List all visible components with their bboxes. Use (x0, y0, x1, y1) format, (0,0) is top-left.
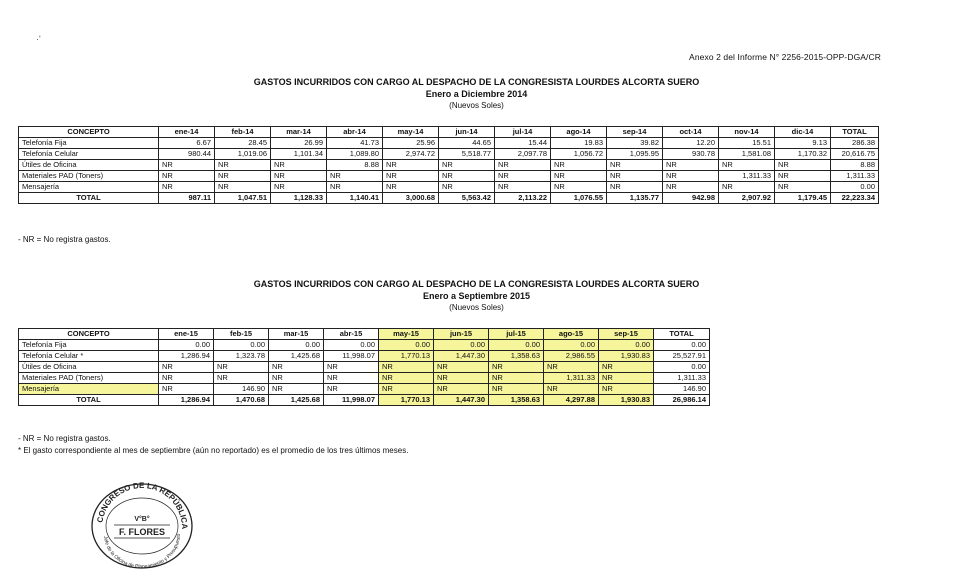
column-header-dic-14: dic-14 (775, 127, 831, 138)
table-cell: 22,223.34 (831, 193, 879, 204)
expenses-table-2015 (18, 328, 710, 406)
table-cell: 25.96 (383, 138, 439, 149)
table1-period: Enero a Diciembre 2014 (425, 89, 528, 99)
table-cell: NR (215, 171, 271, 182)
table-cell: 1,770.13 (379, 351, 434, 362)
table-cell: NR (599, 384, 654, 395)
table-cell: 6.67 (159, 138, 215, 149)
table-cell: NR (383, 171, 439, 182)
table-cell: NR (663, 171, 719, 182)
table-cell: NR (719, 182, 775, 193)
table-cell: 44.65 (439, 138, 495, 149)
table-cell: 980.44 (159, 149, 215, 160)
table-cell: 1,447.30 (434, 351, 489, 362)
table-cell: NR (439, 182, 495, 193)
table-header-row (19, 329, 710, 340)
table-cell: NR (324, 384, 379, 395)
column-header-concepto: CONCEPTO (19, 329, 159, 340)
column-header-jul-15: jul-15 (489, 329, 544, 340)
column-header-ene-15: ene-15 (159, 329, 214, 340)
table-row-mensajeria (19, 182, 879, 193)
table-cell: NR (383, 182, 439, 193)
table2-title: GASTOS INCURRIDOS CON CARGO AL DESPACHO DE LA CONGRESISTA LOURDES ALCORTA SUERO (253, 279, 700, 289)
row-concept: TOTAL (19, 193, 159, 204)
table-cell: 1,447.30 (434, 395, 489, 406)
row-concept: Telefonía Fija (19, 138, 159, 149)
table-cell: NR (269, 384, 324, 395)
table-cell: NR (271, 171, 327, 182)
table-row-total (19, 395, 710, 406)
table-cell: NR (324, 362, 379, 373)
column-header-ene-14: ene-14 (159, 127, 215, 138)
column-header-jun-15: jun-15 (434, 329, 489, 340)
table-row-utiles-de-oficina (19, 160, 879, 171)
table-cell: 1,056.72 (551, 149, 607, 160)
table-cell: 1,286.94 (159, 395, 214, 406)
table-row-telefonia-celular (19, 149, 879, 160)
table-cell: NR (159, 384, 214, 395)
table-cell: 1,425.68 (269, 351, 324, 362)
table-cell: 0.00 (434, 340, 489, 351)
row-concept: Telefonía Fija (19, 340, 159, 351)
table-cell: 2,974.72 (383, 149, 439, 160)
table-cell: 15.51 (719, 138, 775, 149)
table-cell: NR (599, 362, 654, 373)
row-concept: TOTAL (19, 395, 159, 406)
table-cell: NR (327, 182, 383, 193)
table-cell: NR (434, 362, 489, 373)
table-cell: 1,930.83 (599, 351, 654, 362)
table-cell: NR (379, 362, 434, 373)
table1-currency: (Nuevos Soles) (449, 101, 504, 110)
table-cell: NR (607, 160, 663, 171)
table-row-materiales-pad-toners (19, 373, 710, 384)
table-cell: 2,986.55 (544, 351, 599, 362)
row-concept: Mensajería (19, 384, 159, 395)
column-header-mar-14: mar-14 (271, 127, 327, 138)
official-seal-icon (88, 478, 196, 570)
table-cell: NR (214, 362, 269, 373)
table-cell: NR (215, 160, 271, 171)
svg-text:Jefe de la Oficina de Planeami (102, 533, 182, 570)
table-cell: NR (495, 160, 551, 171)
table-row-total (19, 193, 879, 204)
column-header-total: TOTAL (831, 127, 879, 138)
table-cell: 0.00 (599, 340, 654, 351)
table-cell: 1,311.33 (831, 171, 879, 182)
table-cell: 1,019.06 (215, 149, 271, 160)
table-row-mensajeria (19, 384, 710, 395)
table-cell: 286.38 (831, 138, 879, 149)
table-cell: NR (215, 182, 271, 193)
table-cell: 1,128.33 (271, 193, 327, 204)
table-cell: 1,170.32 (775, 149, 831, 160)
table-cell: NR (379, 384, 434, 395)
column-header-feb-14: feb-14 (215, 127, 271, 138)
table-cell: NR (489, 384, 544, 395)
table-cell: 8.88 (831, 160, 879, 171)
table-cell: NR (719, 160, 775, 171)
row-concept: Telefonía Celular (19, 149, 159, 160)
table-cell: 1,323.78 (214, 351, 269, 362)
table-cell: 39.82 (607, 138, 663, 149)
table-cell: NR (489, 362, 544, 373)
table-cell: 1,095.95 (607, 149, 663, 160)
table-cell: NR (439, 160, 495, 171)
table-cell: NR (544, 362, 599, 373)
table-cell: 2,097.78 (495, 149, 551, 160)
table-header-row (19, 127, 879, 138)
table-cell: 1,311.33 (719, 171, 775, 182)
column-header-sep-14: sep-14 (607, 127, 663, 138)
table-cell: 11,998.07 (324, 351, 379, 362)
table-cell: 0.00 (324, 340, 379, 351)
table-cell: NR (379, 373, 434, 384)
column-header-may-15: may-15 (379, 329, 434, 340)
table-cell: NR (775, 171, 831, 182)
table-cell: 1,047.51 (215, 193, 271, 204)
table1-note: - NR = No registra gastos. (18, 235, 111, 244)
table-cell: NR (489, 373, 544, 384)
table-cell: 41.73 (327, 138, 383, 149)
table2-note-nr: - NR = No registra gastos. (18, 434, 111, 443)
table-cell: 0.00 (489, 340, 544, 351)
table-cell: 1,770.13 (379, 395, 434, 406)
table-cell: NR (439, 171, 495, 182)
row-concept: Materiales PAD (Toners) (19, 171, 159, 182)
column-header-jun-14: jun-14 (439, 127, 495, 138)
table-cell: 1,311.33 (544, 373, 599, 384)
table-cell: NR (159, 171, 215, 182)
table-row-telefonia-fija (19, 138, 879, 149)
column-header-abr-15: abr-15 (324, 329, 379, 340)
table-cell: 1,311.33 (654, 373, 710, 384)
table-cell: NR (599, 373, 654, 384)
table-cell: NR (159, 182, 215, 193)
seal-vb: V°B° (134, 516, 150, 523)
table-cell: 1,135.77 (607, 193, 663, 204)
table-cell: NR (663, 182, 719, 193)
table-cell: 4,297.88 (544, 395, 599, 406)
table-cell: NR (775, 160, 831, 171)
table-cell: 0.00 (269, 340, 324, 351)
table-cell: NR (495, 171, 551, 182)
table-cell: 1,581.08 (719, 149, 775, 160)
table-cell: NR (327, 171, 383, 182)
table-cell: 1,358.63 (489, 351, 544, 362)
row-concept: Útiles de Oficina (19, 160, 159, 171)
scan-mark: ·' (36, 34, 41, 44)
column-header-concepto: CONCEPTO (19, 127, 159, 138)
table-row-telefonia-celular (19, 351, 710, 362)
table-cell: NR (607, 182, 663, 193)
seal-arc-text: CONGRESO DE LA REPÚBLICA (95, 480, 190, 530)
table-cell: 15.44 (495, 138, 551, 149)
table-cell: 25,527.91 (654, 351, 710, 362)
table-cell: NR (383, 160, 439, 171)
table-cell: 19.83 (551, 138, 607, 149)
table-cell: 1,470.68 (214, 395, 269, 406)
column-header-oct-14: oct-14 (663, 127, 719, 138)
annex-reference: Anexo 2 del Informe N° 2256-2015-OPP-DGA/CR (689, 52, 881, 62)
table-cell: 5,518.77 (439, 149, 495, 160)
table-cell: 12.20 (663, 138, 719, 149)
table1-heading (0, 76, 953, 112)
table-cell: NR (269, 373, 324, 384)
table-cell: NR (551, 182, 607, 193)
table-cell: NR (271, 182, 327, 193)
column-header-jul-14: jul-14 (495, 127, 551, 138)
column-header-feb-15: feb-15 (214, 329, 269, 340)
table-cell: NR (159, 362, 214, 373)
table-cell: 146.90 (654, 384, 710, 395)
table2-heading (0, 278, 953, 314)
table-cell: 26,986.14 (654, 395, 710, 406)
table-cell: NR (269, 362, 324, 373)
column-header-nov-14: nov-14 (719, 127, 775, 138)
table-cell: NR (607, 171, 663, 182)
table-cell: 0.00 (654, 340, 710, 351)
seal-name: F. FLORES (118, 527, 166, 537)
table-row-telefonia-fija (19, 340, 710, 351)
column-header-total: TOTAL (654, 329, 710, 340)
table-cell: 0.00 (544, 340, 599, 351)
table1-title: GASTOS INCURRIDOS CON CARGO AL DESPACHO DE LA CONGRESISTA LOURDES ALCORTA SUERO (253, 77, 700, 87)
table-cell: NR (551, 160, 607, 171)
column-header-ago-14: ago-14 (551, 127, 607, 138)
table-cell: 11,998.07 (324, 395, 379, 406)
table-cell: 0.00 (379, 340, 434, 351)
column-header-sep-15: sep-15 (599, 329, 654, 340)
table-cell: NR (324, 373, 379, 384)
table-cell: 0.00 (214, 340, 269, 351)
table-cell: 0.00 (159, 340, 214, 351)
table-cell: 2,907.92 (719, 193, 775, 204)
table-cell: 2,113.22 (495, 193, 551, 204)
table-cell: 146.90 (214, 384, 269, 395)
table-cell: 20,616.75 (831, 149, 879, 160)
table-cell: NR (214, 373, 269, 384)
table-cell: NR (663, 160, 719, 171)
table-cell: 987.11 (159, 193, 215, 204)
table2-note-asterisk: * El gasto correspondiente al mes de septiembre (aún no reportado) es el promedio de los tres últimos meses. (18, 446, 409, 455)
table-cell: 1,089.80 (327, 149, 383, 160)
column-header-abr-14: abr-14 (327, 127, 383, 138)
table-cell: 0.00 (654, 362, 710, 373)
row-concept: Útiles de Oficina (19, 362, 159, 373)
table-cell: 28.45 (215, 138, 271, 149)
table-cell: NR (159, 373, 214, 384)
table-cell: 3,000.68 (383, 193, 439, 204)
table-cell: 1,179.45 (775, 193, 831, 204)
table-cell: NR (271, 160, 327, 171)
row-concept: Telefonía Celular * (19, 351, 159, 362)
table-cell: NR (159, 160, 215, 171)
table-cell: NR (544, 384, 599, 395)
table-cell: 1,076.55 (551, 193, 607, 204)
table-cell: 1,358.63 (489, 395, 544, 406)
table-cell: NR (434, 373, 489, 384)
table-cell: NR (495, 182, 551, 193)
table2-currency: (Nuevos Soles) (449, 303, 504, 312)
column-header-may-14: may-14 (383, 127, 439, 138)
table-row-materiales-pad-toners (19, 171, 879, 182)
table-cell: 942.98 (663, 193, 719, 204)
table-cell: NR (775, 182, 831, 193)
table-cell: 930.78 (663, 149, 719, 160)
table2-period: Enero a Septiembre 2015 (422, 291, 531, 301)
table-cell: 9.13 (775, 138, 831, 149)
table-cell: 1,930.83 (599, 395, 654, 406)
row-concept: Mensajería (19, 182, 159, 193)
table-cell: 1,425.68 (269, 395, 324, 406)
table-cell: 26.99 (271, 138, 327, 149)
row-concept: Materiales PAD (Toners) (19, 373, 159, 384)
column-header-ago-15: ago-15 (544, 329, 599, 340)
expenses-table-2014 (18, 126, 879, 204)
table-cell: NR (551, 171, 607, 182)
table-cell: 0.00 (831, 182, 879, 193)
table-cell: 5,563.42 (439, 193, 495, 204)
table-cell: 8.88 (327, 160, 383, 171)
seal-bottom-text: Jefe de la Oficina de Planeamiento y Presupuesto (102, 533, 183, 570)
column-header-mar-15: mar-15 (269, 329, 324, 340)
table-cell: NR (434, 384, 489, 395)
table-cell: 1,101.34 (271, 149, 327, 160)
table-cell: 1,286.94 (159, 351, 214, 362)
table-row-utiles-de-oficina (19, 362, 710, 373)
table-cell: 1,140.41 (327, 193, 383, 204)
